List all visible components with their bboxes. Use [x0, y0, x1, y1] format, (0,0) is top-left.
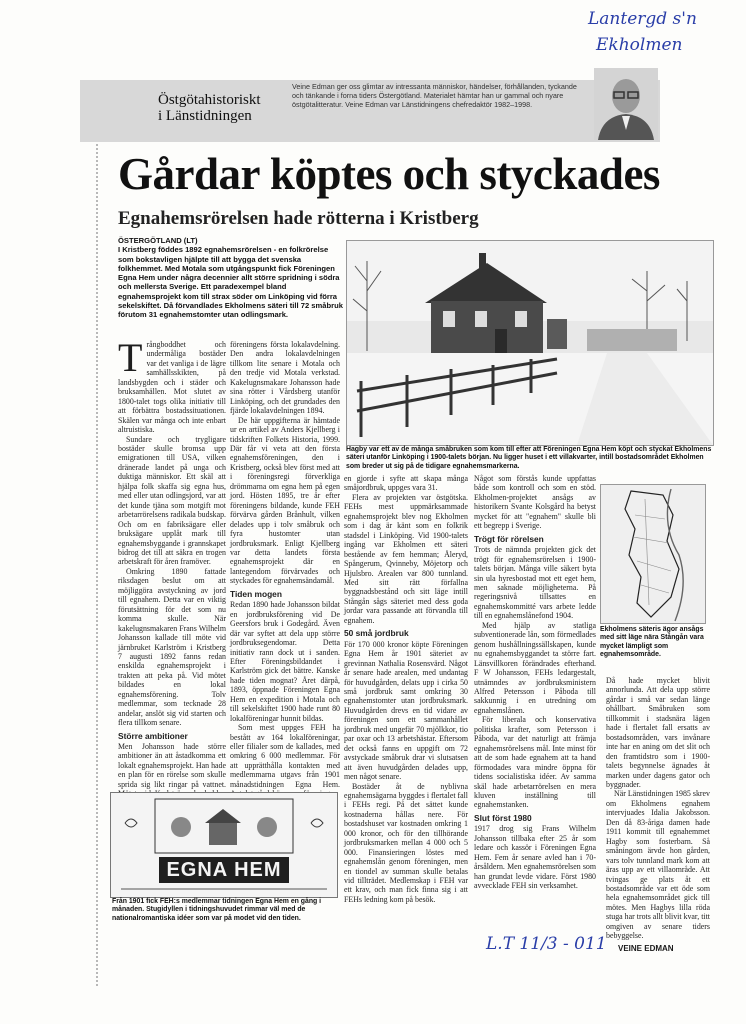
- col2-paragraph: De här uppgifterna är hämtade ur en artikel av Anders Kjellberg i tidskriften Folkets Historia, 1999. Där får vi veta att den första egnahemsföreningen, den i Kristberg, också blev först med att i föreningsregi förverkliga drömmarna om egna hem på egen jord. Hösten 1895, tre år efter föreningens bildande, kunde FEH förvärva gården Brånhult, vilken delades upp i tolv småbruk och fyra hustomter utan jordbruksmark. Enligt Kjellberg var detta landets första egnahemsprojekt där en lantegendom förvärvades och styckades för egnahemsändamål.: [230, 415, 340, 586]
- egna-hem-title: EGNA HEM: [166, 859, 282, 881]
- article-column-4: [474, 474, 596, 890]
- egna-hem-caption: Från 1901 fick FEH:s medlemmar tidningen Egna Hem en gång i månaden. Stugidyllen i tidningshuvudet rimmar väl med de nationalromantiska idéer som var på modet vid den tiden.: [112, 898, 322, 922]
- lead-text: I Kristberg föddes 1892 egnahemsrörelsen - en folkrörelse som bokstavligen hjälpte till att bygga det svenska folkhemmet. Med Motala som utgångspunkt fick Föreningen Egna Hem under några decennier allt större spridning i södra och mellersta Sverige. Ett paradexempel bland egnahemsprojekt kom till strax söder om Linköping vid förra sekelskiftet. Då förvandlades Ekholmens säteri till 72 småbruk förutom 31 egnahemstomter utan odlingsmark.: [118, 245, 343, 320]
- subheading-storre-ambitioner: Större ambitioner: [118, 730, 188, 741]
- dateline-place: ÖSTERGÖTLAND (LT): [118, 236, 198, 245]
- col3-paragraph: en gjorde i syfte att skapa många småjordbruk, uppges vara 31.: [344, 474, 468, 493]
- drop-cap: T: [118, 335, 143, 380]
- subheadline: Egnahemsrörelsen hade rötterna i Kristberg: [118, 208, 479, 229]
- col1-paragraph: Omkring 1890 fattade riksdagen beslut om att möjliggöra avstyckning av jord till egnahem. Detta var en viktig förutsättning för det som nu komma skulle. När kakelugnsmakaren Frans Wilhelm Johansson kallade till möte vid järnbruket Karlström i Kristberg 7 augusti 1892 fanns redan enskilda egnahemsprojekt i trakten att peka på. Vid mötet bildades en lokal egnahemsförening. Tolv medlemmar, som tecknade 28 andelar, anslöt sig vid starten och flera tillkom senare.: [118, 566, 226, 728]
- col4-paragraph: Trots de nämnda projekten gick det trögt för egnahemsrörelsen i 1900-talets början. Många ville säkert byta sin ula hyresbostad mot ett eget hem, men saknade möjligheterna. På regeringsnivå tillsattes en egnahemskommitté vars arbete ledde till en egnahemslånefond 1904.: [474, 545, 596, 621]
- article-column-3: [344, 474, 468, 904]
- map-caption: Ekholmens säteris ägor ansågs med sitt läge nära Stångån vara mycket lämpligt som egnahemsområde.: [600, 626, 704, 658]
- series-title-line2: i Länstidningen: [158, 108, 252, 124]
- series-title-line1: Östgötahistoriskt: [158, 92, 261, 108]
- subheading-tiden-mogen: Tiden mogen: [230, 588, 282, 599]
- col3-paragraph: För 170 000 kronor köpte Föreningen Egna Hem år 1901 säteriet av grevinnan Nathalia Rosensvärd. Något år senare hade arealen, med undantag för huvudgården, delats upp i cirka 50 små jordbruk samt omkring 30 egnahemstomter utan jordbruksmark. Huvudgården drevs en tid vidare av föreningen som ett sammanhållet jordbruk med ungefär 70 mjölkkor, tio par oxar och 13 arbetshästar. Eftersom det också fanns en uppgift om 72 avstyckade småbruk drar vi slutsatsen att även huvudgården delades upp, men något senare.: [344, 639, 468, 782]
- col4-paragraph: Med hjälp av statliga subventionerade lån, som förmedlades genom hushållningssällskapen, kunde nu egnahemsbyggandet ta större fart. Länsvillkoren förändrades efterhand. F W Johansson, FEHs ledargestalt, utnämndes av jordbruksministern Alfred Petersson i Påboda till sakkunnig i en utredning om egnahemslånen.: [474, 620, 596, 715]
- house-photo: [346, 240, 714, 446]
- col3-paragraph: Bostäder åt de nyblivna egnahemsägarna byggdes i flertalet fall i FEHs regi. På det sättet kunde kostnaderna hållas nere. För bostadshuset var kostnaden omkring 1 000 kronor, och för den tillhörande jordbruksmarken mellan 4 000 och 5 000. Finansieringen löstes med egnahemslån genom föreningen, men en tiondel av summan skulle betalas vid tillträdet. Medlemskap i FEH var ett krav, och man fick finna sig i att FEHs ledning kom på besök.: [344, 781, 469, 904]
- subheading-50-sma-jordbruk: 50 små jordbruk: [344, 628, 409, 639]
- col2-paragraph: föreningens första lokalavdelning. Den andra lokalavdelningen tillkom lite senare i Motala och den tredje vid Motala verkstad. Kakelugnsmakare Johansson hade sina rötter i Vårdsberg utanför Linköping, och det grundades den fjärde lokalavdelningen 1894.: [230, 340, 340, 416]
- lead-paragraph: [118, 236, 344, 320]
- col5-paragraph: När Länstidningen 1985 skrev om Ekholmens egnahem intervjuades Idalia Jakobsson. Den då 83-åriga damen hade 1911 kommit till egnahemmet Hagby som fosterbarn. Så småningom ärvde hon gården, vars tolv tunnland mark kom att äras upp av ett villaområde. Att tvingas ge plats åt ett bostadsområde var ett öde som hela egnahemsområdet gick till mötes. Men Hagbys lilla röda stuga har trots allt blivit kvar, titt omgiven av senare tiders bebyggelse.: [606, 789, 710, 941]
- col4-paragraph: För liberala och konservativa politiska krafter, som Petersson i Påboda, var det naturligt att främja egnahemsrörelsens mål. Inte minst för att de som hade egnahem att ta hand förmodades vara mindre öppna för tidens socialistiska idéer. Av samma skäl hade arbetarrörelsen en mera kluven inställning till egnahemstanken.: [474, 715, 596, 810]
- article-column-2: [230, 340, 340, 799]
- col2-paragraph: Som mest uppges FEH ha bestått av 164 lokalföreningar, eller filialer som de kallades, med omkring 6 000 medlemmar. För att upprätthålla kontakten med medlemmarna utgavs från 1901 månadstidningen Egna Hem.: [230, 723, 340, 789]
- series-title: [158, 92, 261, 124]
- handwritten-note-bottom: L.T 11/3 - 011: [486, 934, 607, 954]
- col3-paragraph: Flera av projekten var östgötska. FEHs mest uppmärksammade egnahemsprojekt blev nog Ekholmen som i dag är känt som en folkrik stadsdel i Linköping. Vid 1900-talets ingång var Ekholmen ett säteri bestående av fem hemman; Åleryd, Spångerum, Qvinneby, Möjetorp och Hjulsbro. Arealen var 800 tunnland. Med sitt rätt förfallna byggnadsbestånd och sitt läge intill Stångån sågs säteriet med dess goda jordar vara passande att förvandla till egnahem.: [344, 492, 468, 625]
- subheading-slut-forst-1980: Slut först 1980: [474, 812, 532, 823]
- article-column-5: [606, 676, 710, 941]
- col2-paragraph: Redan 1890 hade Johansson bildat en jordbruksförening vid De Geersfors bruk i Godegård. Även där var syftet att dela upp större jordbruksegendomar. Detta initiativ rann dock ut i sanden. Efter Föreningsbildandet i Karlström gick det bättre. Kanske hade tiden mognat? Året därpå, 1893, öppnade Föreningen Egna Hem en expedition i Motala och till sekelskiftet 1900 hade runt 80 lokalföreningar hunnit bildas.: [230, 600, 340, 723]
- col4-paragraph: 1917 drog sig Frans Wilhelm Johansson tillbaka efter 25 år som ledare och kassör i Föreningen Egna Hem. Fem år senare avled han i 70-årsåldern. Men egnahemsrörelsen som han grundat levde vidare. Först 1980 avvecklade FEH sin verksamhet.: [474, 824, 596, 891]
- perforation-dots: [96, 96, 106, 986]
- col5-paragraph: Då hade mycket blivit annorlunda. Att dela upp större gårdar i små var sedan länge ohållbart. Småbruken som tillkommit i stadsnära lägen hade i flertalet fall ersatts av bostadsområden, vars invånare inte har en aning om det slit och den framtidstro som i 1900-talets begynnelse ägnades åt marken under dagens gator och byggnader.: [606, 676, 710, 789]
- article-column-1: [118, 335, 227, 827]
- subheading-trogt-for-rorelsen: Trögt för rörelsen: [474, 533, 544, 544]
- byline: VEINE EDMAN: [618, 944, 674, 953]
- series-description: Veine Edman ger oss glimtar av intressanta människor, händelser, förhållanden, tyckande och tänkande i forna tiders Östergötland. Materialet hämtar han ur gammal och nyare östgötalitteratur. Veine Edman var Länstidningens chefredaktör 1982–1998.: [292, 82, 577, 109]
- author-portrait: [594, 68, 658, 140]
- col4-paragraph: Något som förstås kunde uppfattas både som kontroll och som en stöd. Ekholmen-projektet ansågs av historikern Svante Kolsgård ha betyst mycket för att "egnahem" skulle bli ett begrepp i Sverige.: [474, 474, 596, 531]
- col1-paragraph: Men Johansson hade större ambitioner än att åstadkomma ett lokalt egnahemsprojekt. Han hade en plan för en rörelse som skulle sprida sig likt ringar på vattnet.: [118, 742, 226, 789]
- handwritten-line-1: Lantergd s'n: [588, 9, 697, 29]
- col1-paragraph: rångboddhet och undermåliga bostäder var det vanliga i de lägre samhällsskikten, på landsbygden och i städer och bruksamhällen. Mot slutet av 1800-talet togs olika initiativ till att förbättra bostadssituationen. Skälen var många och inte enbart altruistiska.: [118, 340, 226, 435]
- ekholmen-map: [600, 484, 706, 624]
- egna-hem-masthead: [110, 792, 338, 898]
- headline: Gårdar köptes och styckades: [118, 149, 660, 199]
- handwritten-line-2: Ekholmen: [596, 35, 683, 55]
- handwritten-note-top: [588, 6, 697, 58]
- photo-caption: Hagby var ett av de många småbruken som kom till efter att Föreningen Egna Hem köpt och styckat Ekholmens säteri utanför Linköping i 1900-talets början. Nu ligger huset i ett villakvarter, intill bostadsområdet Ekholmen som breder ut sig på de tidigare egnahemsmarkerna.: [346, 446, 712, 470]
- col1-paragraph: Sundare och trygligare bostäder skulle bromsa upp emigrationen till USA, vilken dränerade landet på unga och duktiga människor. Ett skäl att hjälpa folk skaffa sig egna hus, med eller utan odlingsjord, var att det kunde tjäna som motgift mot arbetarrörelsens radikala budskap. Och om en fabriksägare eller bruksägare upplåt mark till egnahemsbyggande i grannskapet bidrog det till att säkra en trogen arbetskraft för åren framöver.: [118, 434, 227, 567]
